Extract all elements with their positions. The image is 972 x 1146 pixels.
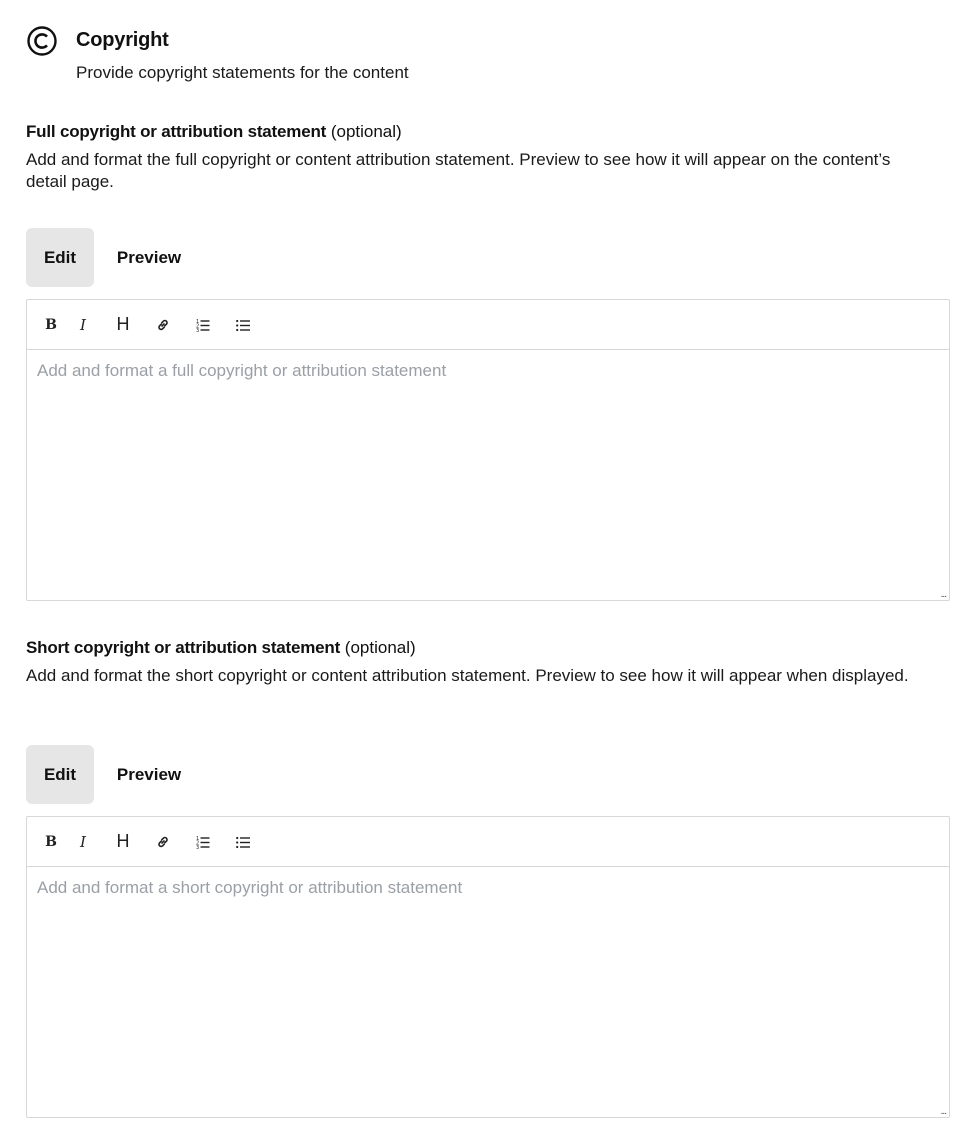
resize-handle[interactable]: ... [940, 1106, 946, 1117]
bullet-list-icon [236, 318, 250, 332]
field-description: Add and format the short copyright or content attribution statement. Preview to see how it will appear when displayed. [26, 666, 909, 685]
bullet-list-button[interactable] [223, 827, 263, 857]
svg-text:2: 2 [196, 840, 200, 846]
resize-handle[interactable]: ... [940, 589, 946, 600]
optional-label: (optional) [344, 638, 416, 657]
section-title: Copyright [76, 29, 169, 51]
bullet-list-button[interactable] [223, 310, 263, 340]
ordered-list-button[interactable] [183, 827, 223, 857]
svg-text:2: 2 [196, 323, 200, 329]
statement-textarea[interactable] [27, 867, 949, 1117]
editor-toolbar [27, 817, 949, 867]
section-subtitle: Provide copyright statements for the content [76, 63, 409, 82]
heading-button[interactable]: H [116, 831, 130, 851]
short-statement-field [26, 637, 950, 1117]
field-label-text: Short copyright or attribution statement [26, 638, 341, 657]
ordered-list-button[interactable] [183, 310, 223, 340]
field-label [26, 121, 950, 143]
ordered-list-icon [196, 835, 210, 849]
tab-preview[interactable]: Preview [116, 247, 182, 267]
tab-preview[interactable]: Preview [116, 764, 182, 784]
link-icon [156, 835, 170, 849]
textarea-placeholder: Add and format a full copyright or attribution statement [37, 361, 447, 380]
section-header [26, 24, 926, 94]
textarea-placeholder: Add and format a short copyright or attribution statement [37, 878, 463, 897]
field-description: Add and format the full copyright or content attribution statement. Preview to see how it will appear on the content’s detail page. [26, 150, 891, 191]
link-icon [156, 318, 170, 332]
heading-button[interactable]: H [116, 314, 130, 334]
rich-text-editor [26, 816, 950, 1118]
svg-text:3: 3 [196, 844, 200, 849]
italic-button[interactable]: I [80, 315, 86, 334]
bullet-list-icon [236, 835, 250, 849]
bold-button[interactable]: B [45, 833, 57, 850]
svg-text:1: 1 [196, 835, 200, 842]
italic-button[interactable]: I [80, 832, 86, 851]
statement-textarea[interactable] [27, 350, 949, 600]
link-button[interactable] [143, 310, 183, 340]
svg-text:1: 1 [196, 318, 200, 325]
tab-edit[interactable]: Edit [26, 228, 94, 287]
ordered-list-icon [196, 318, 210, 332]
rich-text-editor [26, 299, 950, 601]
bold-button[interactable]: B [45, 316, 57, 333]
copyright-icon [26, 25, 58, 57]
full-statement-field [26, 121, 950, 600]
field-label-text: Full copyright or attribution statement [26, 122, 327, 141]
edit-preview-tabs [26, 228, 204, 287]
tab-edit[interactable]: Edit [26, 745, 94, 804]
editor-toolbar [27, 300, 949, 350]
link-button[interactable] [143, 827, 183, 857]
field-label [26, 637, 950, 659]
optional-label: (optional) [330, 122, 402, 141]
svg-text:3: 3 [196, 327, 200, 332]
edit-preview-tabs [26, 745, 204, 804]
